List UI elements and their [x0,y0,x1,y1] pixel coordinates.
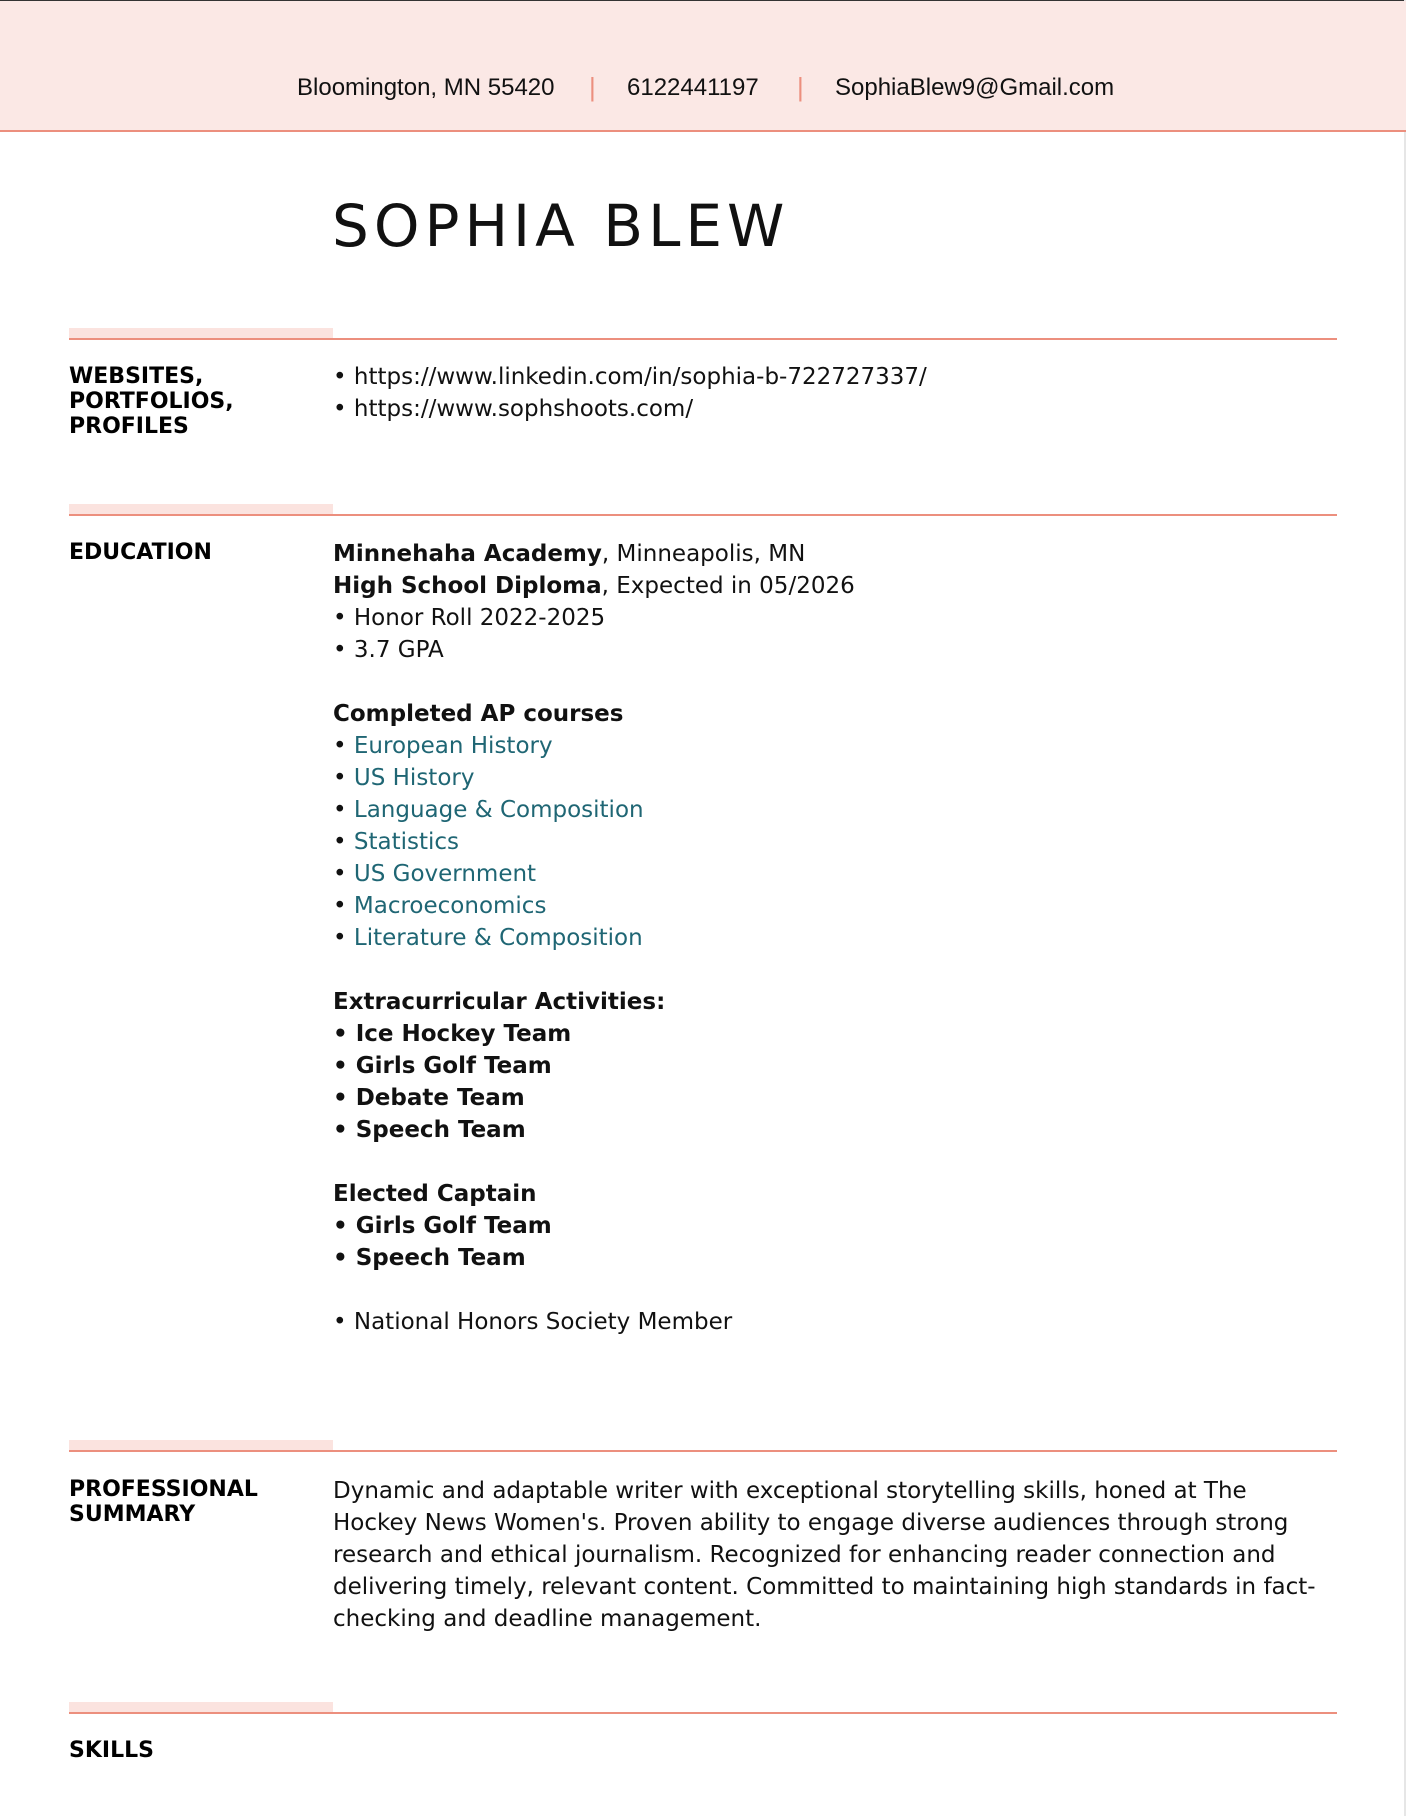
ap-course-item: • Macroeconomics [333,893,547,919]
ap-course-item: • US Government [333,861,537,887]
extracurricular-item: • Debate Team [333,1085,525,1111]
website-link[interactable]: • https://www.sophshoots.com/ [333,396,694,422]
ap-course-link[interactable]: US History [353,765,475,791]
summary-section-title: PROFESSIONAL SUMMARY [69,1477,258,1527]
degree-expected: , Expected in 05/2026 [601,573,855,599]
extracurricular-item: • Ice Hockey Team [333,1021,572,1047]
contact-separator: | [589,72,596,102]
extracurricular-heading: Extracurricular Activities: [333,989,666,1015]
ap-course-link[interactable]: Statistics [353,829,460,855]
school-name: Minnehaha Academy [333,541,602,567]
website-link[interactable]: • https://www.linkedin.com/in/sophia-b-722727337/ [333,364,927,390]
contact-separator: | [797,72,804,102]
websites-list [333,361,927,425]
education-content [333,538,855,1338]
contact-phone[interactable]: 6122441197 [627,74,759,101]
ap-course-link[interactable]: Literature & Composition [353,925,643,951]
ap-course-item: • Statistics [333,829,460,855]
ap-course-link[interactable]: Macroeconomics [353,893,547,919]
section-divider [69,1450,1337,1452]
degree-line [333,570,855,602]
summary-text: Dynamic and adaptable writer with exceptional storytelling skills, honed at The Hockey News Women's. Proven ability to engage diverse audiences through strong research and ethical journalism. Recognized for enhancing reader connection and delivering timely, relevant content. Committed to maintaining high standards in fact-checking and deadline management. [333,1478,1316,1632]
extracurricular-item: • Girls Golf Team [333,1053,552,1079]
nhs-item: • National Honors Society Member [333,1309,733,1335]
ap-course-item: • European History [333,733,553,759]
ap-course-item: • US History [333,765,475,791]
ap-course-link[interactable]: Language & Composition [353,797,644,823]
captain-heading: Elected Captain [333,1181,537,1207]
extracurricular-item: • Speech Team [333,1117,526,1143]
section-divider [69,338,1337,340]
captain-item: • Girls Golf Team [333,1213,552,1239]
education-section-title: EDUCATION [69,540,212,565]
ap-course-item: • Language & Composition [333,797,644,823]
honor-item: • 3.7 GPA [333,637,444,663]
contact-row [0,0,1406,178]
section-divider [69,1712,1337,1714]
skills-section-title: SKILLS [69,1738,154,1763]
candidate-name: SOPHIA BLEW [332,192,790,260]
ap-courses-heading: Completed AP courses [333,701,624,727]
school-line [333,538,855,570]
honor-item: • Honor Roll 2022-2025 [333,605,606,631]
ap-course-link[interactable]: European History [353,733,553,759]
school-location: , Minneapolis, MN [601,541,806,567]
captain-item: • Speech Team [333,1245,526,1271]
ap-course-item: • Literature & Composition [333,925,643,951]
contact-email[interactable]: SophiaBlew9@Gmail.com [835,74,1115,101]
contact-address: Bloomington, MN 55420 [297,74,555,101]
section-divider [69,514,1337,516]
degree-name: High School Diploma [333,573,602,599]
ap-course-link[interactable]: US Government [353,861,537,887]
websites-section-title: WEBSITES, PORTFOLIOS, PROFILES [69,364,234,439]
